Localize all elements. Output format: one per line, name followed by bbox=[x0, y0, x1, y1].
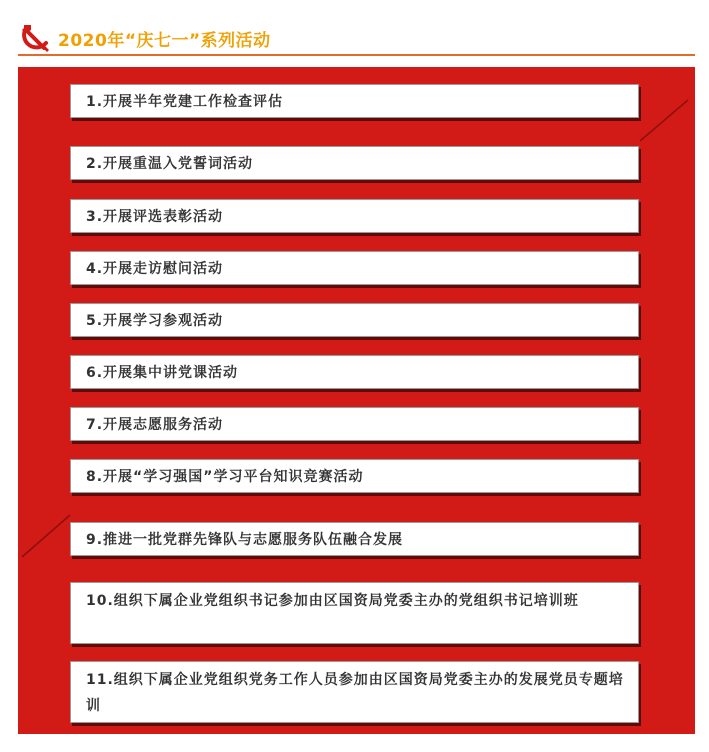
list-item-text: 6.开展集中讲党课活动 bbox=[86, 365, 239, 381]
list-item bbox=[70, 146, 639, 180]
activity-panel bbox=[18, 67, 695, 734]
list-item bbox=[70, 303, 639, 337]
header-divider bbox=[18, 54, 695, 56]
hammer-sickle-icon bbox=[18, 21, 52, 55]
list-item-text: 4.开展走访慰问活动 bbox=[86, 261, 224, 277]
page-title: 2020年“庆七一”系列活动 bbox=[58, 31, 271, 51]
list-item-text: 9.推进一批党群先锋队与志愿服务队伍融合发展 bbox=[86, 532, 404, 548]
list-item-text: 7.开展志愿服务活动 bbox=[86, 417, 224, 433]
list-item bbox=[70, 407, 639, 441]
list-item bbox=[70, 661, 639, 723]
section-header bbox=[18, 20, 695, 60]
list-item-text: 5.开展学习参观活动 bbox=[86, 313, 224, 329]
list-item-text: 2.开展重温入党誓词活动 bbox=[86, 156, 254, 172]
list-item bbox=[70, 84, 639, 118]
list-item-text: 1.开展半年党建工作检查评估 bbox=[86, 94, 284, 110]
list-item bbox=[70, 582, 639, 644]
list-item-text: 3.开展评选表彰活动 bbox=[86, 209, 224, 225]
list-item bbox=[70, 199, 639, 233]
list-item-text: 11.组织下属企业党组织党务工作人员参加由区国资局党委主办的发展党员专题培训 bbox=[86, 672, 624, 714]
list-item bbox=[70, 522, 639, 556]
list-item-text: 8.开展“学习强国”学习平台知识竞赛活动 bbox=[86, 469, 364, 485]
list-item-text: 10.组织下属企业党组织书记参加由区国资局党委主办的党组织书记培训班 bbox=[86, 593, 579, 609]
list-item bbox=[70, 459, 639, 493]
list-item bbox=[70, 251, 639, 285]
list-item bbox=[70, 355, 639, 389]
